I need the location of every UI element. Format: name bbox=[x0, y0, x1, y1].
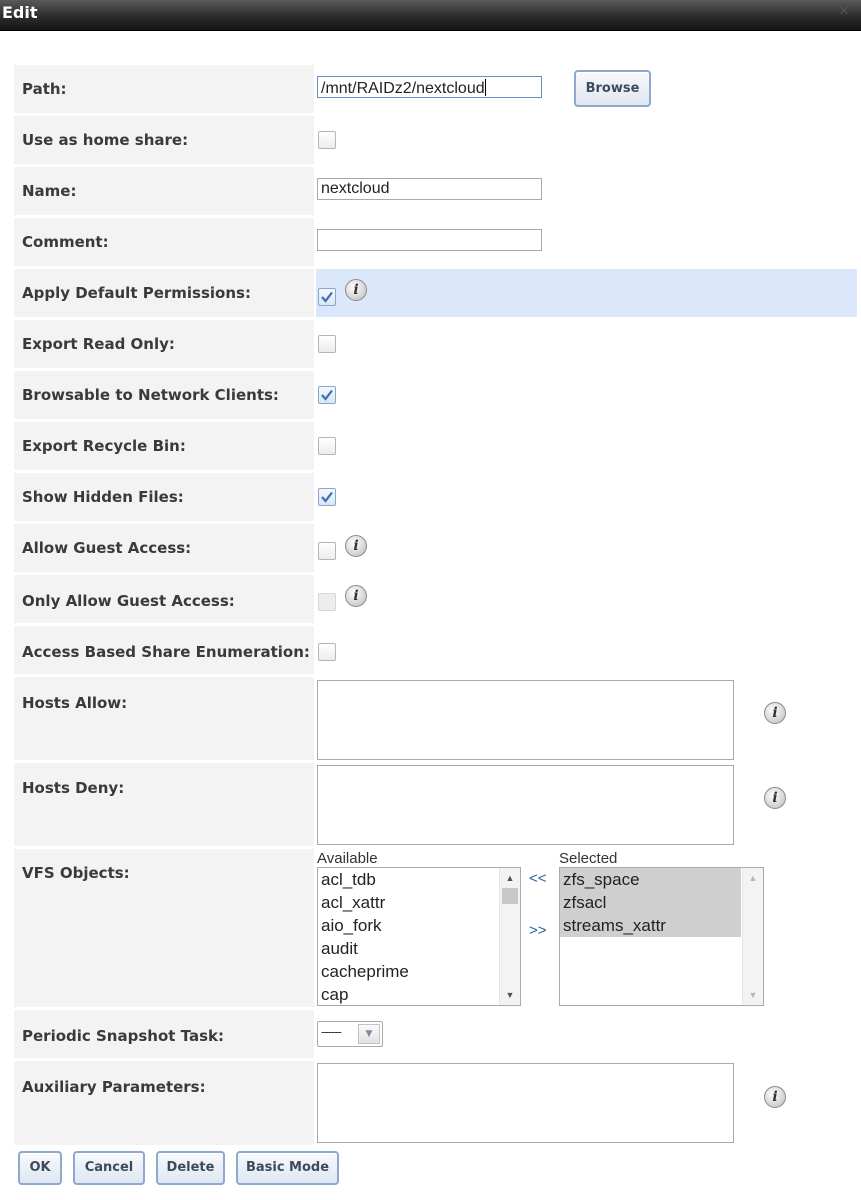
browse-button[interactable]: Browse bbox=[574, 70, 651, 107]
recycle-bin-label-cell bbox=[14, 422, 314, 470]
available-option[interactable]: acl_tdb bbox=[321, 870, 376, 889]
available-scrollbar[interactable] bbox=[499, 868, 520, 1005]
home-share-checkbox[interactable] bbox=[318, 131, 336, 149]
read-only-value-cell bbox=[316, 320, 857, 368]
row-aux-params bbox=[14, 1061, 857, 1145]
row-vfs-objects bbox=[14, 849, 857, 1007]
close-icon[interactable]: ✕ bbox=[838, 4, 850, 19]
snapshot-value-cell bbox=[316, 1010, 857, 1058]
dialog-title: Edit bbox=[2, 3, 38, 22]
info-icon[interactable]: i bbox=[345, 535, 367, 557]
snapshot-label: Periodic Snapshot Task: bbox=[22, 1027, 224, 1045]
name-label-cell bbox=[14, 167, 314, 215]
info-icon[interactable]: i bbox=[345, 585, 367, 607]
name-input[interactable]: nextcloud bbox=[317, 178, 542, 200]
selected-option[interactable]: zfsacl bbox=[560, 891, 741, 914]
row-browsable bbox=[14, 371, 857, 419]
aux-params-label: Auxiliary Parameters: bbox=[22, 1078, 206, 1096]
guest-access-label-cell bbox=[14, 524, 314, 572]
show-hidden-label-cell bbox=[14, 473, 314, 521]
row-guest-only bbox=[14, 575, 857, 623]
basic-mode-button[interactable]: Basic Mode bbox=[236, 1151, 339, 1185]
text-caret bbox=[485, 79, 486, 96]
row-hosts-deny bbox=[14, 763, 857, 846]
comment-input[interactable] bbox=[317, 229, 542, 251]
default-perms-label-cell bbox=[14, 269, 314, 317]
scroll-up-icon[interactable]: ▲ bbox=[505, 873, 515, 883]
available-listbox[interactable] bbox=[317, 867, 521, 1006]
guest-only-checkbox[interactable] bbox=[318, 593, 336, 611]
available-option[interactable]: aio_fork bbox=[321, 916, 382, 935]
scroll-thumb[interactable] bbox=[502, 888, 518, 904]
row-show-hidden bbox=[14, 473, 857, 521]
row-recycle-bin bbox=[14, 422, 857, 470]
comment-value-cell bbox=[316, 218, 857, 266]
recycle-bin-value-cell bbox=[316, 422, 857, 470]
browsable-label: Browsable to Network Clients: bbox=[22, 386, 279, 404]
guest-only-label: Only Allow Guest Access: bbox=[22, 592, 235, 610]
show-hidden-checkbox[interactable] bbox=[318, 488, 336, 506]
vfs-label: VFS Objects: bbox=[22, 864, 130, 882]
path-input[interactable] bbox=[317, 76, 542, 98]
home-share-label: Use as home share: bbox=[22, 131, 189, 149]
path-input-text: /mnt/RAIDz2/nextcloud bbox=[321, 80, 485, 97]
check-icon bbox=[320, 388, 334, 402]
row-guest-access bbox=[14, 524, 857, 572]
row-default-perms bbox=[14, 269, 857, 317]
guest-access-value-cell bbox=[316, 524, 857, 572]
available-option[interactable]: cacheprime bbox=[321, 962, 409, 981]
chevron-down-icon[interactable]: ▼ bbox=[358, 1024, 380, 1044]
comment-label-cell bbox=[14, 218, 314, 266]
guest-access-checkbox[interactable] bbox=[318, 542, 336, 560]
selected-listbox[interactable] bbox=[559, 867, 764, 1006]
scroll-down-icon[interactable]: ▼ bbox=[505, 990, 515, 1000]
browsable-value-cell bbox=[316, 371, 857, 419]
hosts-allow-textarea[interactable] bbox=[317, 680, 734, 760]
scroll-down-icon: ▼ bbox=[748, 990, 758, 1000]
recycle-bin-checkbox[interactable] bbox=[318, 437, 336, 455]
guest-access-label: Allow Guest Access: bbox=[22, 539, 192, 557]
default-perms-value-cell bbox=[316, 269, 857, 317]
info-icon[interactable]: i bbox=[764, 702, 786, 724]
guest-only-value-cell bbox=[316, 575, 857, 623]
hosts-allow-label-cell bbox=[14, 677, 314, 760]
snapshot-label-cell bbox=[14, 1010, 314, 1058]
hosts-deny-label-cell bbox=[14, 763, 314, 846]
aux-params-textarea[interactable] bbox=[317, 1063, 734, 1143]
selected-option[interactable]: streams_xattr bbox=[560, 914, 741, 937]
row-read-only bbox=[14, 320, 857, 368]
snapshot-select-value: ------ bbox=[321, 1025, 341, 1039]
available-option[interactable]: cap bbox=[321, 985, 349, 1004]
abe-value-cell bbox=[316, 626, 857, 674]
browsable-checkbox[interactable] bbox=[318, 386, 336, 404]
abe-label-cell bbox=[14, 626, 314, 674]
read-only-label-cell bbox=[14, 320, 314, 368]
read-only-checkbox[interactable] bbox=[318, 335, 336, 353]
row-snapshot bbox=[14, 1010, 857, 1058]
vfs-value-cell bbox=[316, 849, 857, 1007]
default-perms-checkbox[interactable] bbox=[318, 288, 336, 306]
selected-option[interactable]: zfs_space bbox=[560, 868, 741, 891]
snapshot-select[interactable] bbox=[317, 1021, 383, 1047]
recycle-bin-label: Export Recycle Bin: bbox=[22, 437, 186, 455]
hosts-allow-value-cell bbox=[316, 677, 857, 760]
hosts-allow-label: Hosts Allow: bbox=[22, 694, 128, 712]
check-icon bbox=[320, 490, 334, 504]
selected-caption: Selected bbox=[559, 850, 618, 867]
info-icon[interactable]: i bbox=[764, 787, 786, 809]
path-label: Path: bbox=[22, 80, 67, 98]
check-icon bbox=[320, 290, 334, 304]
name-value-cell bbox=[316, 167, 857, 215]
delete-button[interactable]: Delete bbox=[156, 1151, 225, 1185]
home-share-label-cell bbox=[14, 116, 314, 164]
info-icon[interactable]: i bbox=[345, 279, 367, 301]
remove-vfs-button[interactable]: << bbox=[529, 870, 547, 887]
aux-params-value-cell bbox=[316, 1061, 857, 1145]
default-perms-label: Apply Default Permissions: bbox=[22, 284, 251, 302]
vfs-label-cell bbox=[14, 849, 314, 1007]
hosts-deny-label: Hosts Deny: bbox=[22, 779, 125, 797]
available-caption: Available bbox=[317, 850, 378, 867]
abe-label: Access Based Share Enumeration: bbox=[22, 643, 310, 661]
row-abe bbox=[14, 626, 857, 674]
show-hidden-value-cell bbox=[316, 473, 857, 521]
name-label: Name: bbox=[22, 182, 77, 200]
row-hosts-allow bbox=[14, 677, 857, 760]
add-vfs-button[interactable]: >> bbox=[529, 922, 547, 939]
path-label-cell bbox=[14, 65, 314, 113]
row-comment bbox=[14, 218, 857, 266]
scroll-up-icon: ▲ bbox=[748, 873, 758, 883]
available-option[interactable]: acl_xattr bbox=[321, 893, 386, 912]
cancel-button[interactable]: Cancel bbox=[73, 1151, 145, 1185]
hosts-deny-value-cell bbox=[316, 763, 857, 846]
aux-params-label-cell bbox=[14, 1061, 314, 1145]
read-only-label: Export Read Only: bbox=[22, 335, 175, 353]
available-option[interactable]: audit bbox=[321, 939, 358, 958]
info-icon[interactable]: i bbox=[764, 1086, 786, 1108]
title-bar bbox=[0, 0, 861, 31]
path-value-cell bbox=[316, 65, 857, 113]
row-home-share bbox=[14, 116, 857, 164]
guest-only-label-cell bbox=[14, 575, 314, 623]
row-path bbox=[14, 65, 857, 113]
selected-scrollbar bbox=[742, 868, 763, 1005]
show-hidden-label: Show Hidden Files: bbox=[22, 488, 184, 506]
browsable-label-cell bbox=[14, 371, 314, 419]
hosts-deny-textarea[interactable] bbox=[317, 765, 734, 845]
ok-button[interactable]: OK bbox=[18, 1151, 62, 1185]
abe-checkbox[interactable] bbox=[318, 643, 336, 661]
comment-label: Comment: bbox=[22, 233, 109, 251]
home-share-value-cell bbox=[316, 116, 857, 164]
row-name bbox=[14, 167, 857, 215]
